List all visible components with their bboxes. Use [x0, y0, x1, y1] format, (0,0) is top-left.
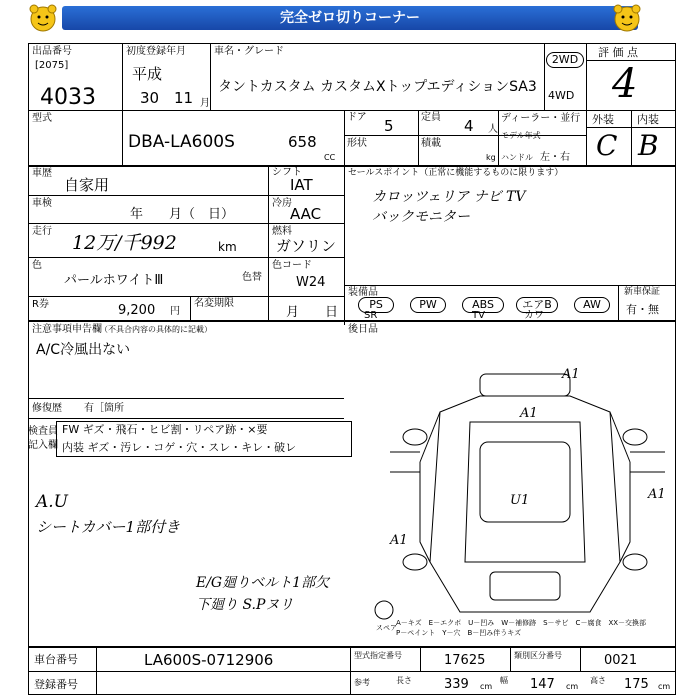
color-change-label: 色替 — [242, 272, 262, 283]
model-year-label: モデル年式 — [501, 131, 541, 140]
repair-label: 修復歴 — [32, 403, 62, 414]
interior-label: 内装 — [637, 113, 659, 126]
sales-line2: バックモニター — [372, 209, 470, 225]
model-label: 型式 — [32, 113, 52, 124]
height: 175 — [624, 677, 649, 692]
inspection-label: 車検 — [32, 198, 52, 209]
new-inspect-value: 有・無 — [626, 303, 659, 316]
legend-line1: A－キズ E－エクボ U－凹み W－補修跡 S－サビ C－腐食 XX－交換部 — [396, 619, 647, 627]
banner-title: 完全ゼロ切りコーナー — [280, 10, 420, 26]
equip-sr: SR — [364, 310, 378, 321]
year: 30 — [140, 89, 160, 107]
month-unit: 月 — [200, 98, 210, 109]
dealer-label: ディーラー・並行 — [501, 113, 581, 124]
mascot-icon-right — [612, 3, 642, 33]
yen-unit: 円 — [170, 306, 180, 317]
mascot-icon-left — [28, 3, 58, 33]
person-unit: 人 — [488, 124, 498, 135]
score: 4 — [612, 61, 638, 107]
lot-label: 出品番号 — [32, 46, 72, 57]
drive-2wd: 2WD — [546, 52, 584, 68]
note-au: A.U — [36, 492, 69, 512]
shift: IAT — [290, 176, 313, 194]
inspector-label1: 検査員 — [28, 426, 58, 437]
equip-tv: TV — [472, 310, 485, 321]
car-name: タントカスタム カスタムXトップエディションSA3 — [218, 79, 537, 95]
handle-label: ハンドル — [501, 153, 533, 162]
model: DBA-LA600S — [128, 132, 235, 152]
length-label: 長さ — [396, 676, 412, 685]
note-lower1: E/G廻りベルト1部欠 — [196, 575, 330, 591]
new-inspect-label: 新車保証 — [624, 287, 661, 297]
length: 339 — [444, 677, 469, 692]
lot-number: 4033 — [40, 85, 96, 110]
category-label: 類別区分番号 — [514, 651, 562, 660]
doors-label: ドア — [347, 112, 367, 123]
first-reg-label: 初度登録年月 — [126, 46, 186, 57]
color-label: 色 — [32, 260, 42, 271]
aftermarket-label: 後日品 — [348, 324, 378, 335]
length-unit: cm — [480, 682, 493, 691]
sales-line1: カロッツェリア ナビ TV — [372, 189, 526, 205]
type-designation: 17625 — [444, 653, 486, 668]
fuel-label: 燃料 — [272, 226, 292, 237]
drive-4wd: 4WD — [548, 89, 575, 102]
mark-2: A1 — [520, 406, 538, 421]
ac-label: 冷房 — [272, 198, 292, 209]
mark-1: A1 — [562, 367, 580, 382]
width-unit: cm — [566, 682, 579, 691]
chassis: LA600S-0712906 — [144, 651, 274, 669]
reg-label: 登録番号 — [34, 678, 78, 691]
chassis-label: 車台番号 — [34, 653, 78, 666]
km-unit: km — [218, 240, 237, 254]
equip-pw: PW — [410, 297, 446, 313]
equip-abs: ABS — [462, 297, 504, 313]
equip-ps: PS — [358, 297, 394, 313]
notes-label: 注意事項申告欄 — [32, 324, 102, 335]
color-code-label: 色コード — [272, 260, 312, 271]
kg-unit: kg — [486, 153, 496, 162]
type-designation-label: 型式指定番号 — [354, 651, 402, 660]
mileage-label: 走行 — [32, 226, 52, 237]
note-seat-cover: シートカバー1部付き — [36, 518, 181, 536]
interior-grade: B — [638, 129, 659, 162]
header — [0, 0, 700, 36]
repair-value: 有［箇所 — [84, 403, 124, 414]
shape-label: 形状 — [347, 138, 367, 149]
equip-aw: AW — [574, 297, 610, 313]
doc-deadline-label: 名変期限 — [194, 298, 234, 309]
width: 147 — [530, 677, 555, 692]
cc-unit: CC — [324, 153, 336, 162]
color-code: W24 — [296, 275, 326, 290]
ac: AAC — [290, 205, 322, 223]
inspector-label2: 記入欄 — [28, 440, 58, 451]
notes-text: A/C冷風出ない — [36, 342, 131, 358]
inspector-row2: 内装 ギズ・汚レ・コゲ・穴・スレ・キレ・破レ — [62, 441, 297, 454]
era: 平成 — [132, 65, 163, 83]
doc-deadline-value: 月 日 — [286, 305, 339, 320]
handle-value: 左・右 — [540, 152, 570, 163]
car-damage-diagram — [376, 362, 676, 632]
score-label: 評 価 点 — [598, 46, 638, 59]
exterior-label: 外装 — [592, 113, 614, 126]
height-unit: cm — [658, 682, 671, 691]
lot-sub: [2075] — [35, 60, 69, 71]
exterior-grade: C — [596, 129, 618, 162]
fuel: ガソリン — [276, 237, 337, 255]
inspector-row1: FW ギズ・飛石・ヒビ割・リペア跡・×要 — [62, 423, 268, 436]
capacity: 4 — [464, 117, 474, 135]
equipment-label: 装備品 — [348, 287, 378, 298]
usage: 自家用 — [64, 176, 110, 194]
banner — [62, 6, 638, 30]
note-lower2: 下廻り S.Pヌリ — [196, 597, 294, 613]
mileage: 12万/千992 — [72, 232, 177, 254]
month: 11 — [174, 89, 194, 107]
equip-airbag: エアB — [516, 297, 558, 313]
recycle-label: R券 — [32, 299, 49, 310]
legend-line2: P－ペイント Y－穴 B－凹み伴うキズ — [396, 629, 522, 637]
reference-label: 参考 — [354, 678, 370, 687]
color: パールホワイトⅢ — [64, 273, 164, 288]
category: 0021 — [604, 653, 638, 668]
mark-4: A1 — [648, 487, 666, 502]
notes-sub: （不具合内容の具体的に記載） — [100, 325, 212, 334]
sales-label: セールスポイント（正常に機能するものに限ります） — [348, 168, 564, 178]
width-label: 幅 — [500, 676, 508, 685]
load-label: 積載 — [421, 138, 441, 149]
mark-3: U1 — [510, 493, 530, 508]
shift-label: シフト — [272, 167, 302, 178]
usage-label: 車歴 — [32, 168, 52, 179]
inspection-value: 年 月（ 日） — [130, 207, 235, 222]
height-label: 高さ — [590, 676, 606, 685]
equip-leather: カワ — [524, 310, 544, 321]
recycle-value: 9,200 — [118, 303, 156, 318]
mark-5: A1 — [390, 533, 408, 548]
capacity-label: 定員 — [421, 112, 441, 123]
displacement: 658 — [288, 133, 317, 151]
spare-label: スペア — [376, 624, 397, 632]
doors: 5 — [384, 117, 394, 135]
car-name-label: 車名・グレード — [214, 46, 284, 57]
